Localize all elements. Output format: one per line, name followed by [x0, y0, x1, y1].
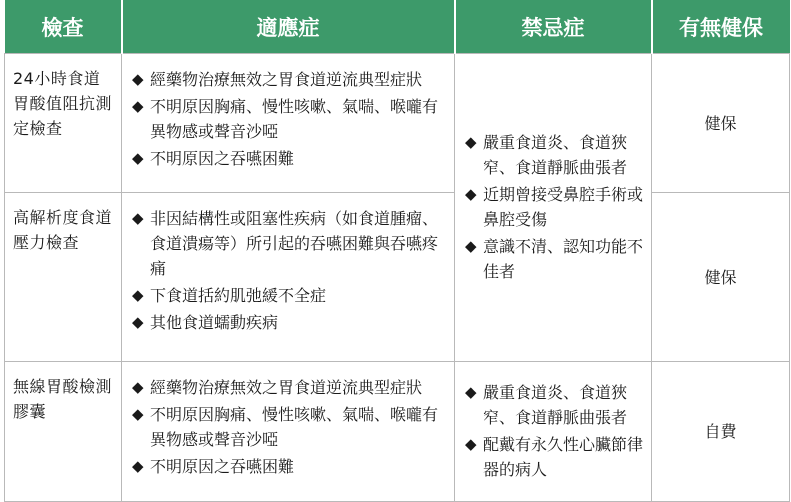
header-contraindication: 禁忌症: [455, 0, 652, 54]
table-row: [5, 193, 790, 362]
indication-cell: [122, 362, 455, 502]
exam-name: 高解析度食道壓力檢查: [5, 193, 122, 362]
indication-item: ◆ 經藥物治療無效之胃食道逆流典型症狀: [132, 67, 448, 92]
header-insurance: 有無健保: [652, 0, 790, 54]
diamond-bullet-icon: ◆: [132, 97, 144, 115]
exam-name: 24小時食道胃酸值阻抗測定檢查: [5, 54, 122, 193]
diamond-bullet-icon: ◆: [465, 184, 477, 203]
contraindication-item: ◆ 意識不清、認知功能不佳者: [465, 234, 645, 284]
diamond-bullet-icon: ◆: [465, 434, 477, 453]
diamond-bullet-icon: ◆: [132, 209, 144, 227]
indication-item: ◆ 不明原因之吞嚥困難: [132, 146, 448, 171]
contraindication-cell: [455, 362, 652, 502]
contraindication-item: ◆ 近期曾接受鼻腔手術或鼻腔受傷: [465, 182, 645, 232]
diamond-bullet-icon: ◆: [465, 382, 477, 401]
table-header-row: [5, 0, 790, 54]
contraindication-item: ◆ 嚴重食道炎、食道狹窄、食道靜脈曲張者: [465, 380, 645, 430]
diamond-bullet-icon: ◆: [132, 313, 144, 331]
indication-cell: [122, 54, 455, 193]
indication-item: ◆ 非因結構性或阻塞性疾病（如食道腫瘤、食道潰瘍等）所引起的吞嚥困難與吞嚥疼痛: [132, 206, 448, 281]
indication-item: ◆ 不明原因胸痛、慢性咳嗽、氣喘、喉嚨有異物感或聲音沙啞: [132, 402, 448, 452]
diamond-bullet-icon: ◆: [132, 457, 144, 475]
diamond-bullet-icon: ◆: [132, 149, 144, 167]
diamond-bullet-icon: ◆: [132, 286, 144, 304]
indication-item: ◆ 其他食道蠕動疾病: [132, 310, 448, 335]
diamond-bullet-icon: ◆: [132, 405, 144, 423]
diamond-bullet-icon: ◆: [132, 70, 144, 88]
indication-item: ◆ 不明原因胸痛、慢性咳嗽、氣喘、喉嚨有異物感或聲音沙啞: [132, 94, 448, 144]
diamond-bullet-icon: ◆: [465, 236, 477, 255]
contraindication-item: ◆ 嚴重食道炎、食道狹窄、食道靜脈曲張者: [465, 130, 645, 180]
exam-comparison-table: [4, 0, 790, 502]
insurance-status: 健保: [652, 54, 790, 193]
indication-cell: [122, 193, 455, 362]
contraindication-item: ◆ 配戴有永久性心臟節律器的病人: [465, 432, 645, 482]
table-row: [5, 362, 790, 502]
insurance-status: 自費: [652, 362, 790, 502]
header-exam: 檢查: [5, 0, 122, 54]
table-row: [5, 54, 790, 193]
indication-item: ◆ 下食道括約肌弛緩不全症: [132, 283, 448, 308]
insurance-status: 健保: [652, 193, 790, 362]
header-indication: 適應症: [122, 0, 455, 54]
exam-name: 無線胃酸檢測膠囊: [5, 362, 122, 502]
indication-item: ◆ 不明原因之吞嚥困難: [132, 454, 448, 479]
diamond-bullet-icon: ◆: [132, 378, 144, 396]
indication-item: ◆ 經藥物治療無效之胃食道逆流典型症狀: [132, 375, 448, 400]
diamond-bullet-icon: ◆: [465, 132, 477, 151]
contraindication-cell-shared: [455, 54, 652, 362]
